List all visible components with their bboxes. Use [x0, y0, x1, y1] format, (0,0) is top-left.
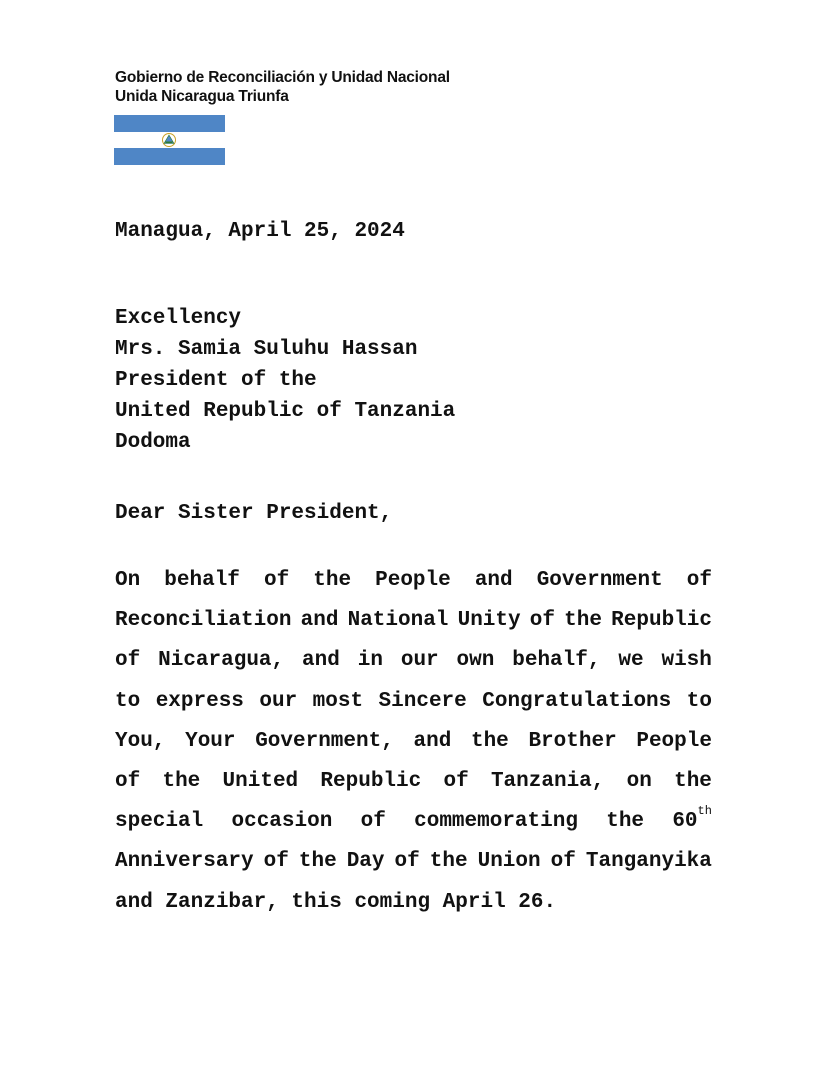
body-word: of	[686, 569, 712, 592]
body-word: Government,	[255, 729, 394, 753]
letterhead-line-1: Gobierno de Reconciliación y Unidad Nacional	[115, 69, 450, 86]
body-word: behalf,	[512, 649, 601, 673]
ordinal-suffix: th	[697, 804, 712, 819]
body-word: express	[155, 689, 244, 713]
body-line	[115, 722, 712, 762]
body-line	[115, 762, 712, 802]
recipient-address	[115, 303, 455, 458]
body-word: and	[115, 890, 153, 914]
body-line	[115, 842, 712, 882]
letterhead	[115, 68, 450, 106]
body-word: our	[400, 649, 439, 673]
body-word: of	[443, 770, 469, 794]
body-word: United	[222, 770, 299, 794]
body-word: People	[636, 729, 712, 753]
body-word: the	[313, 569, 352, 592]
body-word: 26.	[518, 890, 557, 914]
body-word: own	[456, 649, 495, 673]
body-word: National	[347, 609, 449, 633]
body-word: the	[470, 729, 509, 753]
body-word: Reconciliation	[115, 609, 292, 633]
body-word: on	[626, 770, 652, 794]
body-word: most	[312, 689, 364, 713]
body-word: You,	[115, 729, 166, 753]
nicaragua-flag	[114, 115, 225, 165]
body-word: 60th	[672, 804, 712, 834]
body-word: and	[413, 729, 452, 753]
body-line	[115, 883, 712, 923]
body-word: April	[442, 890, 506, 914]
body-word: Brother	[528, 729, 617, 753]
body-word: and	[474, 569, 513, 592]
body-word: of	[115, 770, 141, 794]
body-word: of	[263, 569, 290, 592]
body-word: to	[115, 689, 141, 713]
body-word: and	[302, 649, 340, 673]
body-word: the	[298, 850, 337, 874]
salutation: Dear Sister President,	[115, 502, 393, 525]
body-word: Government	[536, 569, 663, 592]
body-word: of	[263, 850, 289, 874]
recipient-line: Mrs. Samia Suluhu Hassan	[115, 338, 418, 361]
letter-date: Managua, April 25, 2024	[115, 220, 405, 243]
body-word: we	[618, 649, 644, 673]
flag-stripe-top	[114, 115, 225, 132]
body-word: Congratulations	[482, 689, 672, 713]
body-line	[115, 682, 712, 722]
body-word: Nicaragua,	[158, 649, 285, 673]
body-word: Anniversary	[115, 850, 254, 874]
body-word: Republic	[611, 609, 712, 633]
body-word: of	[360, 810, 386, 834]
body-word: of	[115, 649, 141, 673]
body-line	[115, 641, 712, 681]
body-line	[115, 561, 712, 601]
recipient-line: President of the	[115, 369, 317, 392]
body-word: occasion	[231, 810, 333, 834]
recipient-line: Excellency	[115, 307, 242, 330]
coat-of-arms-icon	[160, 132, 178, 148]
body-word: to	[686, 689, 712, 713]
body-word: Sincere	[378, 689, 467, 713]
body-word: Zanzibar,	[165, 890, 279, 914]
body-word: Tanzania,	[490, 770, 605, 794]
recipient-line: Dodoma	[115, 431, 191, 454]
recipient-line: United Republic of Tanzania	[115, 400, 456, 423]
body-word: the	[564, 609, 602, 633]
body-word: Your	[185, 729, 236, 753]
body-word: coming	[354, 890, 431, 914]
body-word: behalf	[164, 569, 240, 592]
body-word: of	[529, 609, 555, 633]
body-word: Tanganyika	[585, 850, 712, 874]
body-word: the	[429, 850, 468, 874]
body-word: this	[291, 890, 342, 914]
body-word: Union	[477, 850, 541, 874]
letter-body	[115, 561, 712, 923]
body-word: the	[606, 810, 645, 834]
body-word: the	[162, 770, 201, 794]
body-line	[115, 802, 712, 842]
letterhead-line-2: Unida Nicaragua Triunfa	[115, 88, 289, 105]
body-word: of	[550, 850, 576, 874]
body-word: commemorating	[414, 810, 578, 834]
body-word: and	[300, 609, 339, 633]
body-word: the	[674, 770, 712, 794]
body-word: People	[375, 569, 451, 592]
body-word: in	[357, 649, 383, 673]
body-word: Republic	[320, 770, 422, 794]
flag-stripe-middle	[114, 132, 225, 149]
body-word: Day	[346, 850, 385, 874]
body-word: wish	[661, 649, 712, 673]
flag-stripe-bottom	[114, 148, 225, 165]
body-word: our	[259, 689, 298, 713]
body-word: Unity	[457, 609, 521, 633]
body-line	[115, 601, 712, 641]
body-word: On	[115, 569, 141, 592]
body-word: special	[115, 810, 204, 834]
body-word: of	[394, 850, 420, 874]
